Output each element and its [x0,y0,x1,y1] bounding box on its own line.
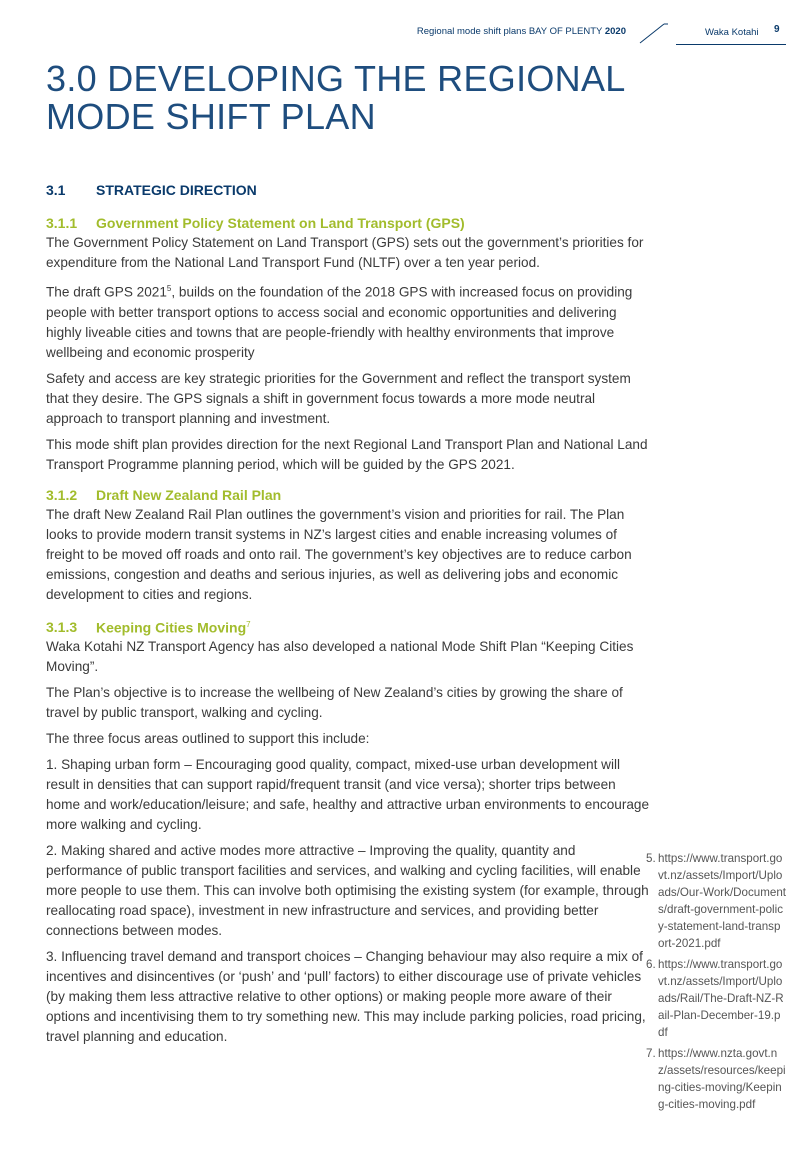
subsection-number: 3.1.3 [46,619,78,636]
subsection-rail-plan [46,485,650,605]
header-rule [676,44,786,45]
paragraph: The Government Policy Statement on Land Transport (GPS) sets out the government’s priorities for expenditure from the National Land Transport Fund (NLTF) over a ten year period. [46,235,644,270]
footnotes [646,850,786,1117]
page-title-line-2: MODE SHIFT PLAN [46,96,376,137]
document-title-text: Regional mode shift plans BAY OF PLENTY [416,26,603,37]
page-title-line-1: 3.0 DEVELOPING THE REGIONAL [46,58,626,99]
page-header [0,0,806,50]
paragraph-text: The draft GPS 2021 [46,284,167,300]
subsection-heading [46,213,650,233]
section-heading [46,180,650,200]
subsection-gps [46,213,650,475]
subsection-title: Keeping Cities Moving [96,619,247,636]
focus-area-item: 3. Influencing travel demand and transport choices – Changing behaviour may also require a mix of incentives and disincentives (or ‘push’ and ‘pull’ factors) to either discourage use of private vehicles (by making them less attractive relative to other options) or making people more aware of their options and incentivising them to try something new. This may include parking policies, road pricing, travel planning and education. [46,949,646,1045]
section-number: 3.1 [46,182,66,198]
subsection-number: 3.1.2 [46,486,78,503]
main-content [46,180,650,1053]
subsection-title: Draft New Zealand Rail Plan [96,486,282,503]
page-title [46,60,686,136]
footnote-ref: 5 [166,284,172,293]
paragraph: Safety and access are key strategic priorities for the Government and reflect the transport system that they desire. The GPS signals a shift in government focus towards a more mode neutral approach to transport planning and investment. [46,370,631,426]
footnote-number: 7. [646,1047,656,1060]
focus-area-item: 2. Making shared and active modes more attractive – Improving the quality, quantity and performance of public transport facilities and services, and walking and cycling facilities, will enable more people to use them. This can involve both optimising the existing system (for example, through reallocating road space), investment in new infrastructure and services, and providing better connections between modes. [46,843,649,939]
footnote [646,850,786,952]
paragraph: The three focus areas outlined to support this include: [46,731,370,747]
paragraph: Waka Kotahi NZ Transport Agency has also developed a national Mode Shift Plan “Keeping Cities Moving”. [46,639,634,675]
document-year: 2020 [604,26,626,37]
paragraph: This mode shift plan provides direction for the next Regional Land Transport Plan and National Land Transport Programme planning period, which will be guided by the GPS 2021. [46,436,648,472]
subsection-number: 3.1.1 [46,215,78,231]
footnote [646,1045,786,1113]
footnote-link[interactable]: https://www.transport.govt.nz/assets/Import/Uploads/Rail/The-Draft-NZ-Rail-Plan-December-19.pdf [658,958,784,1039]
section-title: STRATEGIC DIRECTION [96,182,257,198]
document-title [417,26,626,37]
paragraph: The Plan’s objective is to increase the wellbeing of New Zealand’s cities by growing the share of travel by public transport, walking and cycling. [46,685,623,721]
subsection-keeping-cities-moving [46,615,650,1048]
subsection-title: Government Policy Statement on Land Transport (GPS) [96,215,465,231]
divider-slash [638,22,668,44]
footnote-ref: 7 [246,619,251,629]
footnote-link[interactable]: https://www.nzta.govt.nz/assets/resources/keeping-cities-moving/Keeping-cities-moving.pdf [658,1047,786,1111]
brand-name: Waka Kotahi [705,27,759,38]
focus-area-item: 1. Shaping urban form – Encouraging good quality, compact, mixed-use urban development will result in densities that can support rapid/frequent transit (and vice versa); shorter trips between home and work/education/leisure; and safe, healthy and attractive urban environments to encourage more walking and cycling. [46,757,650,833]
footnote [646,956,786,1041]
subsection-heading [46,485,650,505]
footnote-number: 6. [646,958,656,971]
paragraph-text: , builds on the foundation of the 2018 GPS with increased focus on providing people with better transport options to access social and economic opportunities and delivering highly liveable cities and towns that are people-friendly with healthy environments that improve wellbeing and economic prosperity [46,284,633,360]
footnote-link[interactable]: https://www.transport.govt.nz/assets/Import/Uploads/Our-Work/Documents/draft-government-policy-statement-land-transport-2021.pdf [658,852,787,950]
paragraph: The draft New Zealand Rail Plan outlines the government’s vision and priorities for rail. The Plan looks to provide modern transit systems in NZ’s largest cities and enable increasing volumes of freight to be moved off roads and onto rail. The government’s key objectives are to reduce carbon emissions, congestion and deaths and serious injuries, as well as delivering jobs and economic development to cities and regions. [46,506,632,602]
footnote-number: 5. [646,852,656,865]
paragraph [46,279,650,363]
subsection-heading [46,615,650,638]
page-number: 9 [774,24,780,35]
